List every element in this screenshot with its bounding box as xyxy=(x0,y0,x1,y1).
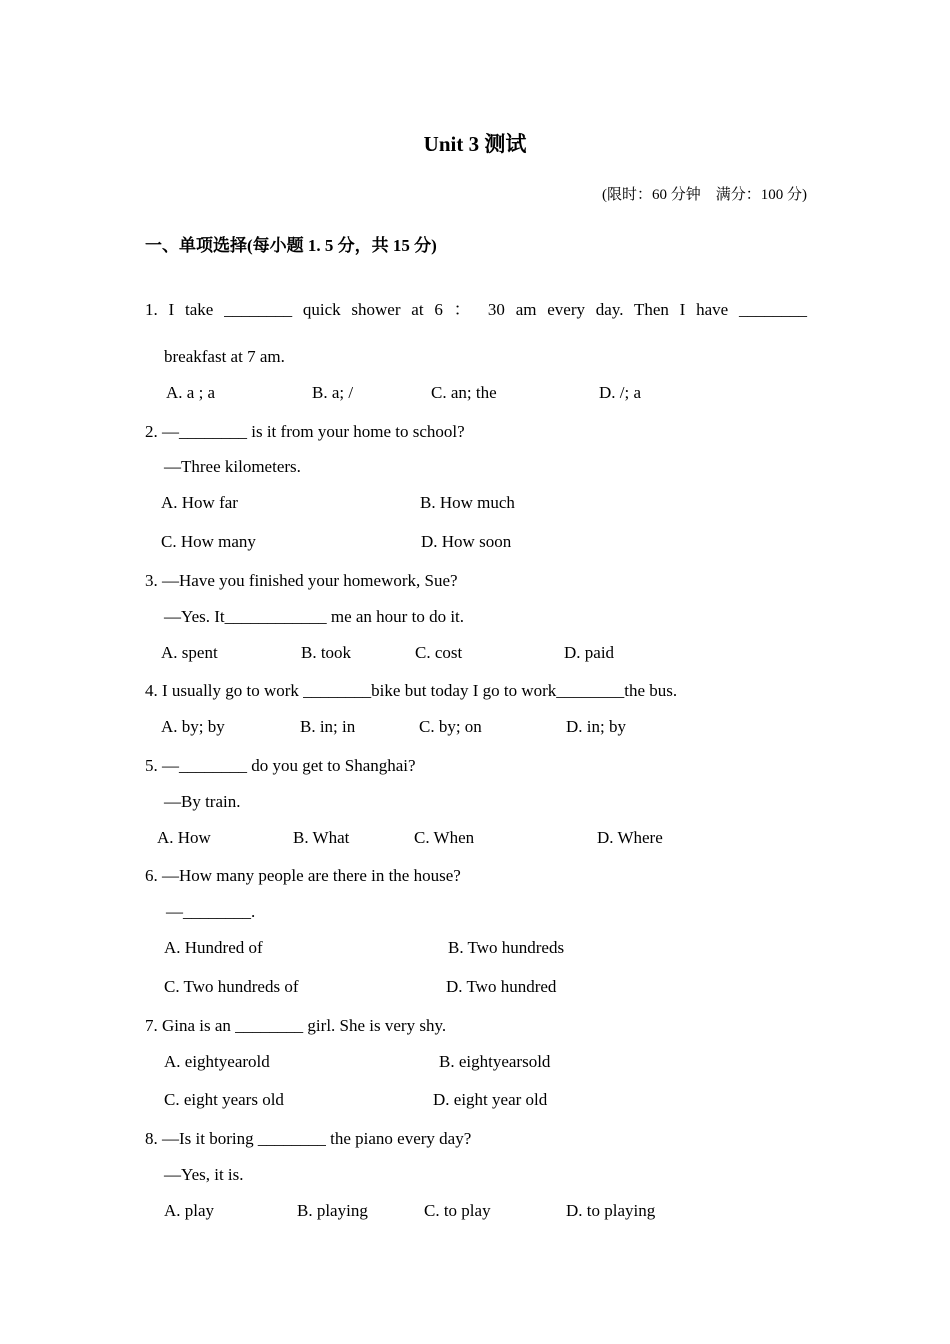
question-7-option-c[interactable]: C. eight years old xyxy=(164,1090,284,1109)
question-5-option-b[interactable]: B. What xyxy=(293,828,350,847)
question-6-reply: —________. xyxy=(166,902,256,921)
question-1-option-c[interactable]: C. an; the xyxy=(431,383,497,402)
question-1-stem-cont: breakfast at 7 am. xyxy=(164,347,285,366)
section-heading: 一、单项选择(每小题 1. 5 分，共 15 分) xyxy=(145,236,437,255)
question-4-option-a[interactable]: A. by; by xyxy=(161,717,225,736)
question-5-option-d[interactable]: D. Where xyxy=(597,828,663,847)
question-5-option-c[interactable]: C. When xyxy=(414,828,475,847)
question-3-reply: —Yes. It____________ me an hour to do it. xyxy=(164,607,465,626)
question-1-stem: 1. I take ________ quick shower at 6 ： 30 am every day. Then I have ________ xyxy=(145,300,807,319)
page-title: Unit 3 测试 xyxy=(423,132,527,156)
question-4-option-c[interactable]: C. by; on xyxy=(419,717,482,736)
question-8-stem: 8. —Is it boring ________ the piano every day? xyxy=(145,1129,472,1148)
question-7-option-d[interactable]: D. eight year old xyxy=(433,1090,548,1109)
question-3-stem: 3. —Have you finished your homework, Sue? xyxy=(145,571,458,590)
question-2-option-d[interactable]: D. How soon xyxy=(421,532,512,551)
question-2-reply: —Three kilometers. xyxy=(164,457,301,476)
question-8-option-d[interactable]: D. to playing xyxy=(566,1201,656,1220)
question-7-option-b[interactable]: B. eightyearsold xyxy=(439,1052,551,1071)
question-8-reply: —Yes, it is. xyxy=(164,1165,244,1184)
question-7-option-a[interactable]: A. eightyearold xyxy=(164,1052,270,1071)
question-3-option-d[interactable]: D. paid xyxy=(564,643,615,662)
question-7-stem: 7. Gina is an ________ girl. She is very shy. xyxy=(145,1016,447,1035)
question-4-stem: 4. I usually go to work ________bike but today I go to work________the bus. xyxy=(145,681,678,700)
question-2-option-c[interactable]: C. How many xyxy=(161,532,256,551)
question-4-option-b[interactable]: B. in; in xyxy=(300,717,356,736)
question-2-option-b[interactable]: B. How much xyxy=(420,493,515,512)
question-3-option-a[interactable]: A. spent xyxy=(161,643,218,662)
question-1-option-a[interactable]: A. a ; a xyxy=(166,383,216,402)
question-2-option-a[interactable]: A. How far xyxy=(161,493,238,512)
question-3-option-c[interactable]: C. cost xyxy=(415,643,463,662)
time-limit-note: (限时：60 分钟 满分：100 分) xyxy=(602,187,807,203)
question-6-stem: 6. —How many people are there in the house? xyxy=(145,866,461,885)
question-6-option-b[interactable]: B. Two hundreds xyxy=(448,938,565,957)
question-5-option-a[interactable]: A. How xyxy=(157,828,211,847)
question-4-option-d[interactable]: D. in; by xyxy=(566,717,626,736)
question-5-reply: —By train. xyxy=(164,792,241,811)
question-2-stem: 2. —________ is it from your home to school? xyxy=(145,422,465,441)
question-6-option-a[interactable]: A. Hundred of xyxy=(164,938,263,957)
question-3-option-b[interactable]: B. took xyxy=(301,643,352,662)
question-6-option-c[interactable]: C. Two hundreds of xyxy=(164,977,299,996)
question-8-option-b[interactable]: B. playing xyxy=(297,1201,368,1220)
question-1-option-d[interactable]: D. /; a xyxy=(599,383,642,402)
question-5-stem: 5. —________ do you get to Shanghai? xyxy=(145,756,416,775)
question-8-option-a[interactable]: A. play xyxy=(164,1201,215,1220)
question-1-option-b[interactable]: B. a; / xyxy=(312,383,354,402)
question-6-option-d[interactable]: D. Two hundred xyxy=(446,977,557,996)
question-8-option-c[interactable]: C. to play xyxy=(424,1201,491,1220)
